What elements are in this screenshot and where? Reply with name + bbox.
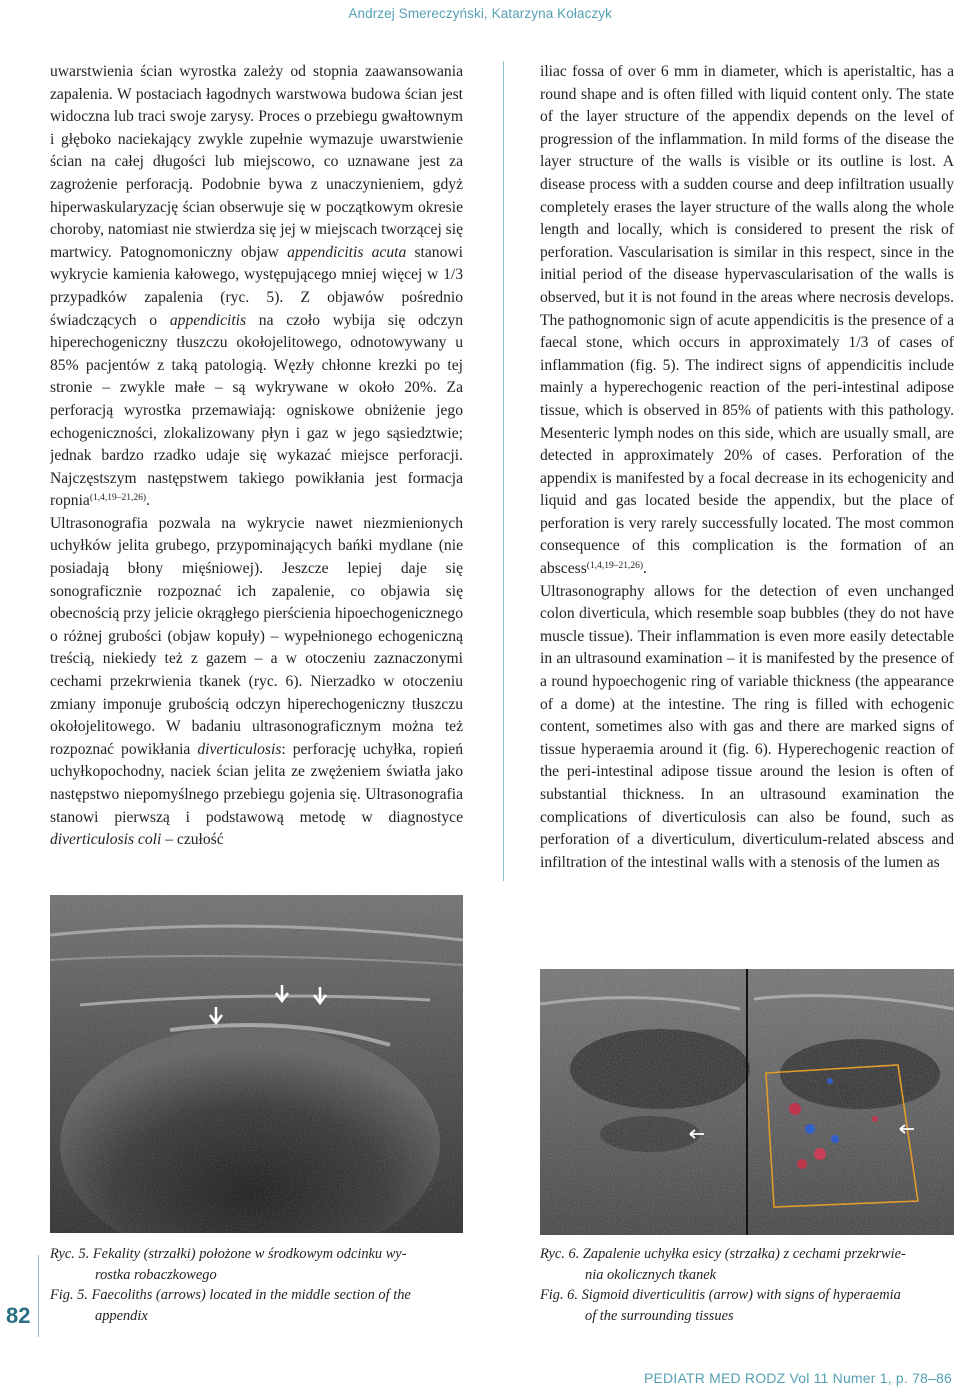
column-divider bbox=[503, 61, 504, 881]
running-header: Andrzej Smereczyński, Katarzyna Kołaczyk bbox=[348, 6, 612, 21]
figure-6-ultrasound-image bbox=[540, 969, 954, 1235]
figure-6-caption: Ryc. 6. Zapalenie uchyłka esicy (strzałka) z cechami przekrwie- nia okolicznych tkanek Fig. 6. Sigmoid diverticulitis (arrow) with signs of hyperaemia of the surrounding tissues bbox=[540, 1246, 906, 1324]
figure-5-caption: Ryc. 5. Fekality (strzałki) położone w środkowym odcinku wy- rostka robaczkowego Fig. 5. Faecoliths (arrows) located in the middle section of the appendix bbox=[50, 1246, 411, 1324]
figure-5-ultrasound-image bbox=[50, 895, 463, 1233]
left-paragraph-1: uwarstwienia ścian wyrostka zależy od stopnia zaawansowania zapalenia. W postaciach łagodnych warstwowa budowa ścian jest widoczna lub traci swoje zarysy. Proces o przebiegu gwałtownym i głęboko naciekający zwykle zupełnie wymazuje uwarstwienie ścian na całej długości lub miejscowo, co uznawane jest za zagrożenie perforacją. Podobnie bywa z unaczynieniem, gdyż hiperwaskularyzację ścian obserwuje się w początkowym okresie choroby, natomiast nie stwierdza się jej w miejscach tworzącej się martwicy. Patognomoniczny objaw appendicitis acuta stanowi wykrycie kamienia kałowego, występującego mniej więcej w 1/3 przypadków zapalenia (ryc. 5). Z objawów pośrednio świadczących o appendicitis na czoło wybija się odczyn hiperechogeniczny tłuszczu okołojelitowego, odnotowywany u 85% pacjentów z taką patologią. Węzły chłonne krezki po tej stronie – zwykle małe – są wykrywane w około 20%. Za perforacją wyrostka przemawiają: ogniskowe obniżenie jego echogeniczności, zlokalizowany płyn i gaz w jego sąsiedztwie; jednak bardzo rzadko udaje się wykazać miejsce perforacji. Najczęstszym następstwem takiego powikłania jest formacja ropnia$^{(1,4,19-21,26)}$. bbox=[50, 63, 463, 510]
right-paragraph-2: Ultrasonography allows for the detection of even unchanged colon diverticula, which resemble soap bubbles (they do not have muscle tissue). Their inflammation is even more easily detectable in an ultrasound examination – it is manifested by the presence of a round hypoechogenic ring of variable thickness (the appearance of a dome) at the intestine. The ring is filled with echogenic content, sometimes also with gas and there are marked signs of tissue hyperaemia around it (fig. 6). Hyperechogenic reaction of the peri-intestinal adipose tissue around the lesion is often of substantial thickness. In an ultrasound examination the complications of diverticulosis can also be found, such as perforation of a diverticulum, diverticulum-related abscess and infiltration of the intestinal walls with a stenosis of the lumen as bbox=[540, 582, 954, 871]
left-paragraph-2: Ultrasonografia pozwala na wykrycie nawet niezmienionych uchyłków jelita grubego, przypominających bańki mydlane (nie posiadają błony mięśniowej). Jeszcze lepiej daje się sonograficznie rozpoznać ich zapalenie, co objawia się obecnością przy jelicie okrągłego pierścienia hipoechogenicznego o różnej grubości (objaw kopuły) – wypełnionego echogeniczną treścią, niekiedy też z gazem – a w otoczeniu zaznaczonymi cechami przekrwienia tkanek (ryc. 6). Nierzadko w otoczeniu zmiany imponuje grubością odczyn hiperechogeniczny tłuszczu okołojelitowego. W badaniu ultrasonograficznym można też rozpoznać powikłania diverticulosis: perforację uchyłka, ropień uchyłkopochodny, naciek ścian jelita ze zwężeniem światła jako następstwo niepomyślnego przebiegu gojenia się. Ultrasonografia stanowi pierwszą i podstawową metodę w diagnostyce diverticulosis coli – czułość bbox=[50, 514, 463, 849]
left-column-text bbox=[50, 61, 463, 883]
right-column-text bbox=[540, 61, 954, 941]
right-paragraph-1: iliac fossa of over 6 mm in diameter, which is aperistaltic, has a round shape and is often filled with liquid content only. The state of the layer structure of the appendix depends on the level of progression of the inflammation. In mild forms of the disease the layer structure of the walls is visible or its outline is lost. A disease process with a sudden course and deep infiltration usually completely erases the layer structure of the walls along the whole length and locally, which is considered to present the risk of perforation. Vascularisation is similar in this respect, since in the initial period of the disease hypervascularisation of the walls is observed, but it is not found in the areas where necrosis develops. The pathognomonic sign of acute appendicitis is the presence of a faecal stone, which occurs in approximately 1/3 of cases of inflammation (fig. 5). The indirect signs of appendicitis include mainly a hyperechogenic reaction of the peri-intestinal adipose tissue, which is observed in 85% of patients with this pathology. Mesenteric lymph nodes on this side, which are usually small, are detected in approximately 20% of cases. Perforation of the appendix is manifested by a focal decrease in its echogenicity and liquid and gas located beside the appendix, but the place of perforation is very rarely successfully located. The most common consequence of this complication is the formation of an abscess$^{(1,4,19-21,26)}$. bbox=[540, 63, 954, 578]
page-number-rule bbox=[38, 1255, 39, 1337]
page-number: 82 bbox=[6, 1303, 31, 1328]
journal-footer: PEDIATR MED RODZ Vol 11 Numer 1, p. 78–86 bbox=[643, 1370, 952, 1386]
